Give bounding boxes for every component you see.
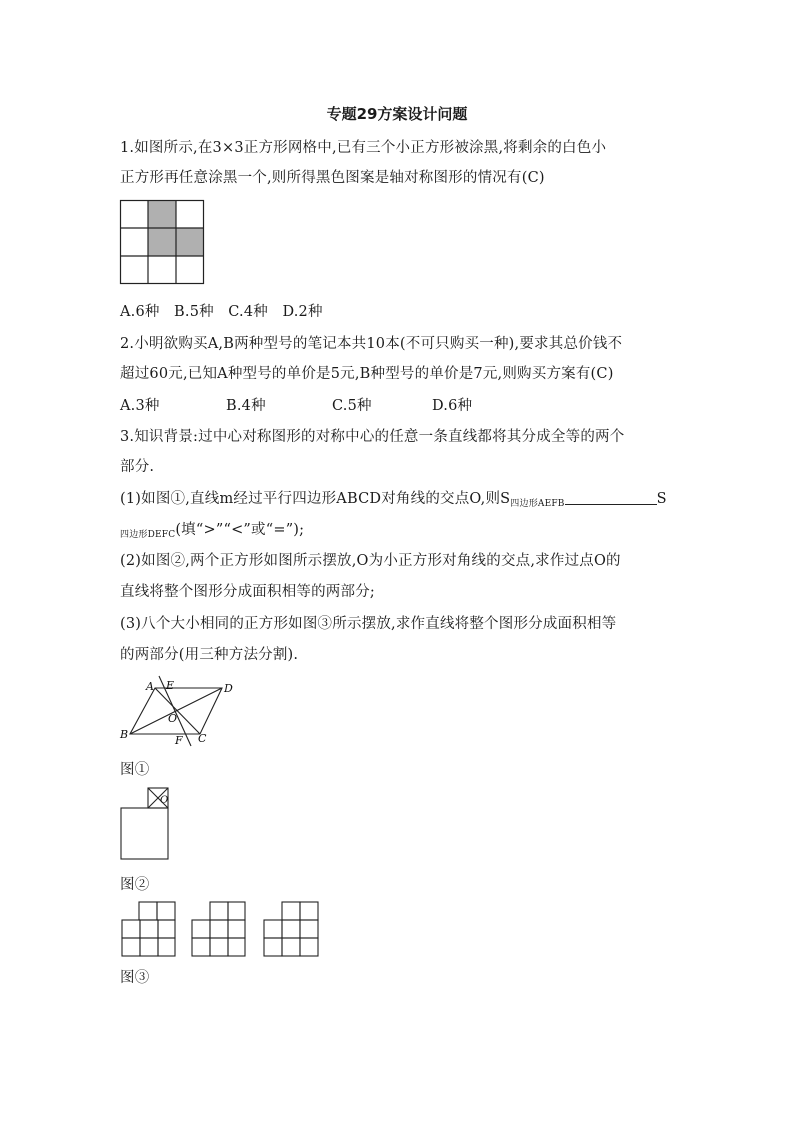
figure-3-grid-b [191, 901, 247, 957]
q3-part2-line1: (2)如图②,两个正方形如图所示摆放,O为小正方形对角线的交点,求作过点O的 [120, 553, 621, 569]
q2-option-d: D.6种 [432, 398, 473, 414]
point-label-b: B [120, 728, 129, 741]
fig2-label-o: O [160, 795, 169, 806]
q2-line1: 2.小明欲购买A,B两种型号的笔记本共10本(不可只购买一种),要求其总价钱不 [120, 336, 623, 352]
q1-line1: 1.如图所示,在3×3正方形网格中,已有三个小正方形被涂黑,将剩余的白色小 [120, 140, 607, 156]
area-subscript-defc: 四边形DEFC [120, 530, 176, 540]
point-label-c: C [198, 732, 207, 745]
q1-line2: 正方形再任意涂黑一个,则所得黑色图案是轴对称图形的情况有(C) [120, 170, 545, 186]
point-label-d: D [224, 682, 233, 695]
q3-part2-line2: 直线将整个图形分成面积相等的两部分; [120, 584, 375, 600]
figure-3-caption: 图③ [120, 970, 150, 986]
q3-part3-line2: 的两部分(用三种方法分割). [120, 647, 299, 663]
q3-line2: 部分. [120, 459, 155, 475]
area-subscript-aefb: 四边形AEFB [510, 499, 565, 509]
grid-cell-shaded [148, 228, 176, 256]
point-label-a: A [146, 680, 154, 693]
figure-2-squares [120, 786, 180, 862]
point-label-f: F [175, 734, 183, 747]
grid-cell-shaded [148, 200, 176, 228]
figure-3-grid-a [121, 901, 177, 957]
q1-option-a: A.6种 [120, 304, 160, 320]
point-label-o: O [168, 712, 178, 725]
figure-3-grid-c [263, 901, 321, 957]
q2-option-c: C.5种 [332, 398, 372, 414]
q1-option-b: B.5种 [174, 304, 214, 320]
q2-line2: 超过60元,已知A种型号的单价是5元,B种型号的单价是7元,则购买方案有(C) [120, 366, 614, 382]
q2-option-b: B.4种 [226, 398, 266, 414]
area-symbol-s: S [656, 491, 667, 507]
q2-option-a: A.3种 [120, 398, 160, 414]
q3-part1-text: (1)如图①,直线m经过平行四边形ABCD对角线的交点O,则S [120, 491, 511, 507]
grid-cell-shaded [176, 228, 204, 256]
q3-part1-cont [120, 518, 304, 540]
page-title: 专题29方案设计问题 [326, 105, 468, 123]
q1-grid-figure [120, 200, 204, 284]
q1-option-c: C.4种 [228, 304, 268, 320]
figure-1-caption: 图① [120, 762, 150, 778]
answer-blank [565, 492, 657, 505]
q3-part1-instruction: (填“>”“<”或“=”); [175, 522, 305, 538]
q3-part1 [120, 487, 667, 509]
figure-1-parallelogram [115, 674, 245, 749]
point-label-e: E [166, 679, 175, 692]
q3-line1: 3.知识背景:过中心对称图形的对称中心的任意一条直线都将其分成全等的两个 [120, 429, 625, 445]
q3-part3-line1: (3)八个大小相同的正方形如图③所示摆放,求作直线将整个图形分成面积相等 [120, 616, 617, 632]
q1-option-d: D.2种 [282, 304, 323, 320]
q1-options [120, 300, 323, 321]
q2-options [120, 394, 472, 415]
figure-2-caption: 图② [120, 877, 150, 893]
